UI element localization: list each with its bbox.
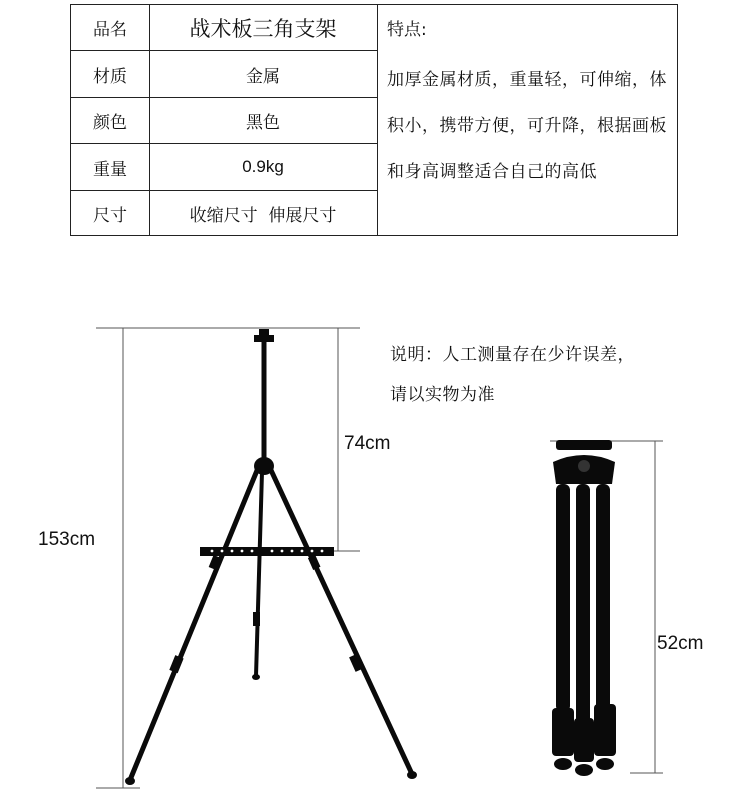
note-line-1: 说明：人工测量存在少许误差， [390, 345, 635, 365]
measurement-note [390, 335, 690, 415]
spec-value-weight: 0.9kg [242, 157, 284, 176]
spec-value-size: 收缩尺寸 伸展尺寸 [189, 205, 337, 226]
spec-label-size: 尺寸 [93, 205, 127, 226]
spec-label-color: 颜色 [93, 113, 127, 133]
dimension-upper-height: 74cm [344, 433, 391, 454]
dimension-lines-open [96, 328, 360, 788]
spec-value-material: 金属 [246, 66, 280, 87]
dimension-folded-height: 52cm [657, 633, 704, 654]
features-text: 加厚金属材质，重量轻，可伸缩，体积小，携带方便，可升降，根据画板和身高调整适合自己的高低 [387, 70, 667, 182]
folded-easel [552, 440, 616, 776]
note-line-2: 请以实物为准 [390, 385, 495, 405]
open-easel [125, 329, 417, 785]
spec-value-color: 黑色 [246, 113, 280, 133]
spec-value-name: 战术板三角支架 [189, 16, 337, 41]
spec-label-material: 材质 [93, 66, 127, 87]
dimension-total-height: 153cm [38, 529, 96, 550]
spec-label-weight: 重量 [93, 159, 127, 180]
spec-label-name: 品名 [93, 20, 127, 40]
features-title: 特点: [387, 20, 427, 40]
